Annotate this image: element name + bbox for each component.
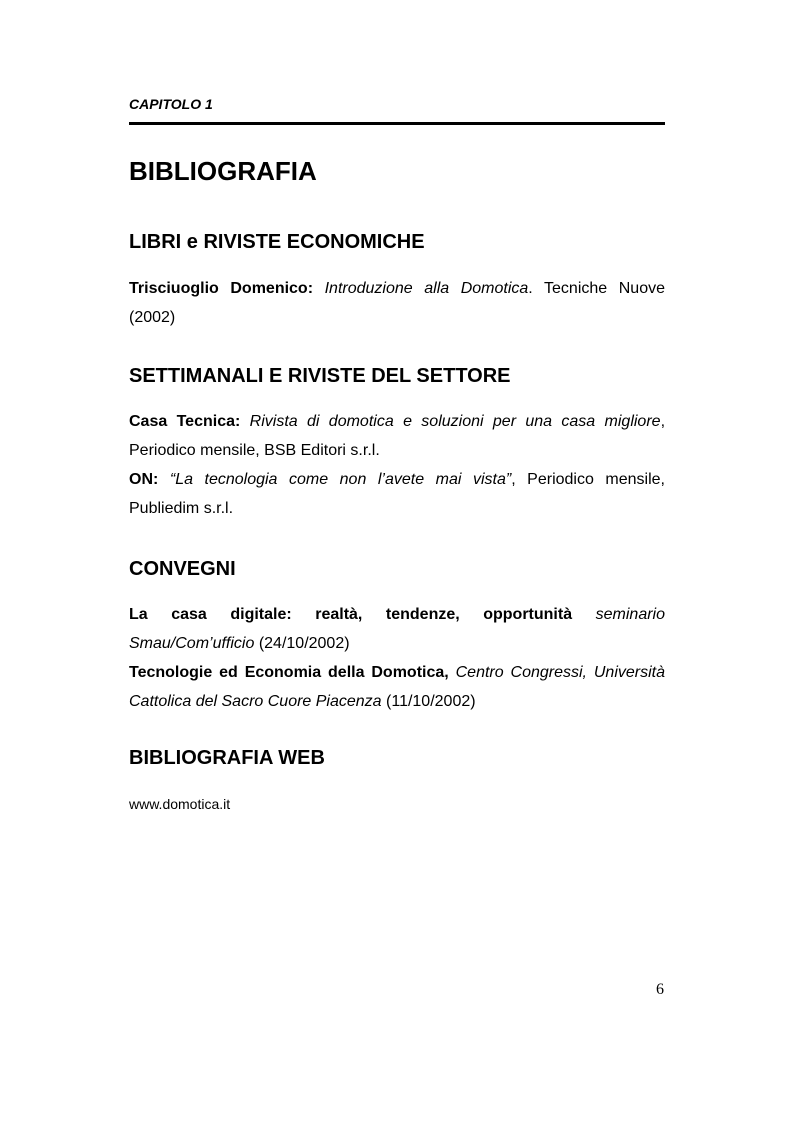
entry-author: Trisciuoglio Domenico: bbox=[129, 280, 314, 297]
entry-author: ON: bbox=[129, 471, 159, 488]
header-divider bbox=[129, 122, 665, 125]
entry-author: Casa Tecnica: bbox=[129, 413, 241, 430]
entry-title: Introduzione alla Domotica bbox=[324, 280, 529, 297]
page-title: BIBLIOGRAFIA bbox=[129, 156, 317, 186]
entry-title: Centro Congressi, Università Cattolica del Sacro Cuore Piacenza bbox=[129, 664, 665, 710]
bibliography-entry bbox=[129, 658, 665, 716]
entry-details: (11/10/2002) bbox=[381, 693, 476, 710]
entry-title: Rivista di domotica e soluzioni per una casa migliore bbox=[249, 413, 661, 430]
chapter-header: CAPITOLO 1 bbox=[129, 96, 213, 112]
entry-details: , Periodico mensile, Publiedim s.r.l. bbox=[129, 471, 665, 517]
entry-details: , Periodico mensile, BSB Editori s.r.l. bbox=[129, 413, 666, 459]
entry-author: Tecnologie ed Economia della Domotica, bbox=[129, 664, 449, 681]
entry-details: (24/10/2002) bbox=[254, 635, 350, 652]
bibliography-entry bbox=[129, 600, 665, 658]
entry-details: . Tecniche Nuove (2002) bbox=[129, 280, 665, 326]
entry-author: La casa digitale: realtà, tendenze, opportunità bbox=[129, 606, 573, 623]
entry-title: “La tecnologia come non l’avete mai vista” bbox=[169, 471, 512, 488]
page-number: 6 bbox=[656, 981, 664, 998]
section-heading-convegni: CONVEGNI bbox=[129, 558, 236, 580]
section-heading-settimanali: SETTIMANALI E RIVISTE DEL SETTORE bbox=[129, 365, 511, 387]
entry-title: seminario Smau/Com’ufficio bbox=[129, 606, 665, 652]
web-link[interactable]: www.domotica.it bbox=[129, 796, 231, 812]
bibliography-entry bbox=[129, 465, 665, 523]
bibliography-entry bbox=[129, 407, 665, 465]
bibliography-entry bbox=[129, 274, 665, 332]
section-heading-web: BIBLIOGRAFIA WEB bbox=[129, 747, 325, 769]
section-heading-libri: LIBRI e RIVISTE ECONOMICHE bbox=[129, 231, 425, 253]
